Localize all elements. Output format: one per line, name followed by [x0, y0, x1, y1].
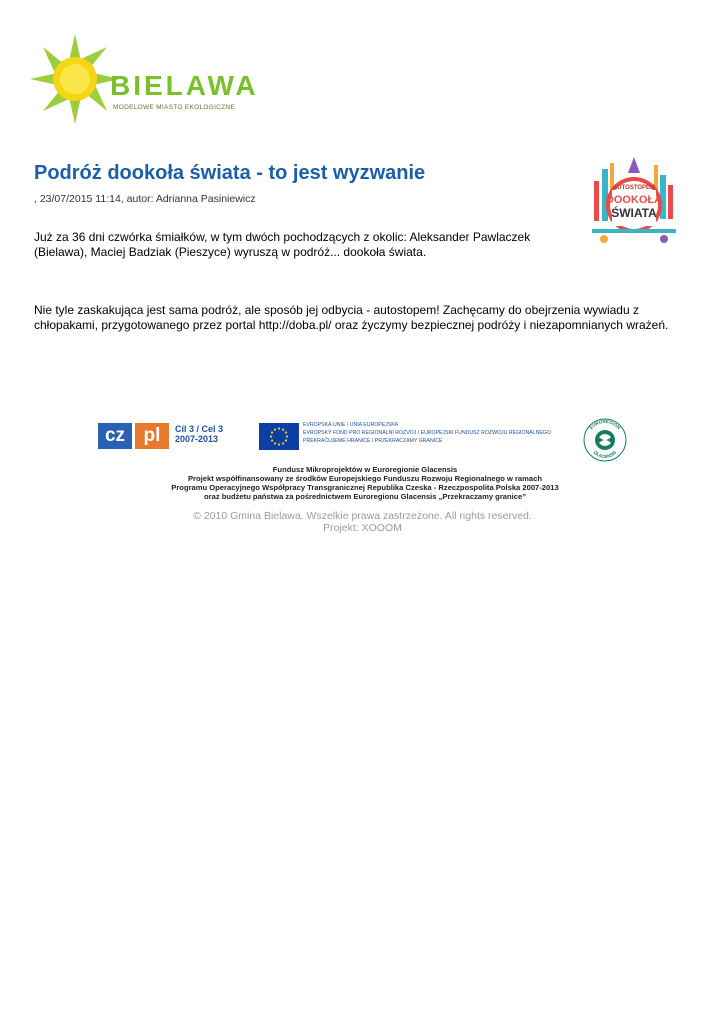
- eu-text: [303, 421, 563, 445]
- eu-line2: EVROPSKÝ FOND PRO REGIONÁLNÍ ROZVOJ / EUROPEJSKI FUNDUSZ ROZWOJU REGIONALNEGO: [303, 430, 551, 436]
- eu-line3: PŘEKRAČUJEME HRANICE / PRZEKRACZAMY GRANICE: [303, 438, 443, 444]
- czpl-logo: [98, 423, 170, 449]
- footer: [0, 510, 725, 534]
- poster-text-2: DOOKOŁA: [605, 194, 663, 206]
- cil-logo-text: [175, 424, 223, 444]
- eu-star: [271, 439, 273, 441]
- article-meta: , 23/07/2015 11:14, autor: Adrianna Pasiniewicz: [34, 193, 256, 205]
- article-image: [588, 155, 680, 247]
- pl-box: pl: [135, 423, 169, 449]
- eu-flag-icon: [259, 423, 299, 450]
- eu-star: [286, 435, 288, 437]
- eu-star: [282, 442, 284, 444]
- eu-star: [285, 431, 287, 433]
- eu-star: [274, 428, 276, 430]
- funding-line: Fundusz Mikroprojektów w Euroregionie Glacensis: [272, 465, 458, 474]
- eu-star: [274, 442, 276, 444]
- cz-box: cz: [98, 423, 132, 449]
- cil-line1: Cíl 3 / Cel 3: [175, 424, 224, 434]
- eu-star: [278, 427, 280, 429]
- euroregion-glacensis-icon: [582, 417, 628, 463]
- article-paragraph: Już za 36 dni czwórka śmiałków, w tym dwóch pochodzących z okolic: Aleksander Pawlaczek (Bielawa), Maciej Badziak (Pieszyce) wyruszą w podróż... dookoła świata.: [34, 230, 531, 259]
- funding-text: [95, 465, 635, 501]
- eu-star: [285, 439, 287, 441]
- euroregion-logo: [582, 417, 628, 463]
- logo-wordmark: BIELAWA: [110, 70, 259, 101]
- funding-line: Projekt współfinansowany ze środków Europejskiego Funduszu Rozwoju Regionalnego w ramach: [187, 474, 542, 483]
- poster-text-1: AUTOSTOPEM: [612, 185, 656, 191]
- cil-line2: 2007-2013: [175, 434, 219, 444]
- article-title: Podróż dookoła świata - to jest wyzwanie: [34, 162, 426, 184]
- eu-star: [278, 443, 280, 445]
- eu-star: [282, 428, 284, 430]
- eu-line1: EVROPSKÁ UNIE / UNIA EUROPEJSKA: [303, 422, 399, 428]
- eu-star: [271, 431, 273, 433]
- logo-subtitle: MODELOWE MIASTO EKOLOGICZNE: [113, 104, 236, 111]
- bielawa-logo[interactable]: [30, 32, 259, 127]
- copyright-text: © 2010 Gmina Bielawa. Wszelkie prawa zastrzeżone. All rights reserved.: [193, 510, 532, 522]
- funding-banner: [95, 413, 635, 503]
- project-credit: Projekt: XOOOM: [323, 522, 402, 534]
- eu-stars-icon: [259, 423, 299, 450]
- euroregion-top-text: EUROREGION: [588, 418, 622, 431]
- article-paragraph: Nie tyle zaskakująca jest sama podróż, ale sposób jej odbycia - autostopem! Zachęcamy do obejrzenia wywiadu z chłopakami, przygotowanego przez portal http://doba.pl/ oraz życzymy bezpiecznej podróży i niezapomnianych wrażeń.: [34, 303, 669, 332]
- funding-line: Programu Operacyjnego Współpracy Transgranicznej Republika Czeska - Rzeczpospolita Polska 2007-2013: [171, 483, 559, 492]
- funding-line: oraz budżetu państwa za pośrednictwem Euroregionu Glacensis „Przekraczamy granice”: [204, 492, 526, 501]
- poster-text-3: ŚWIATA: [611, 206, 657, 220]
- euroregion-bottom-text: GLACENSIS: [592, 449, 618, 460]
- autostop-poster-icon: [588, 155, 680, 247]
- eu-star: [270, 435, 272, 437]
